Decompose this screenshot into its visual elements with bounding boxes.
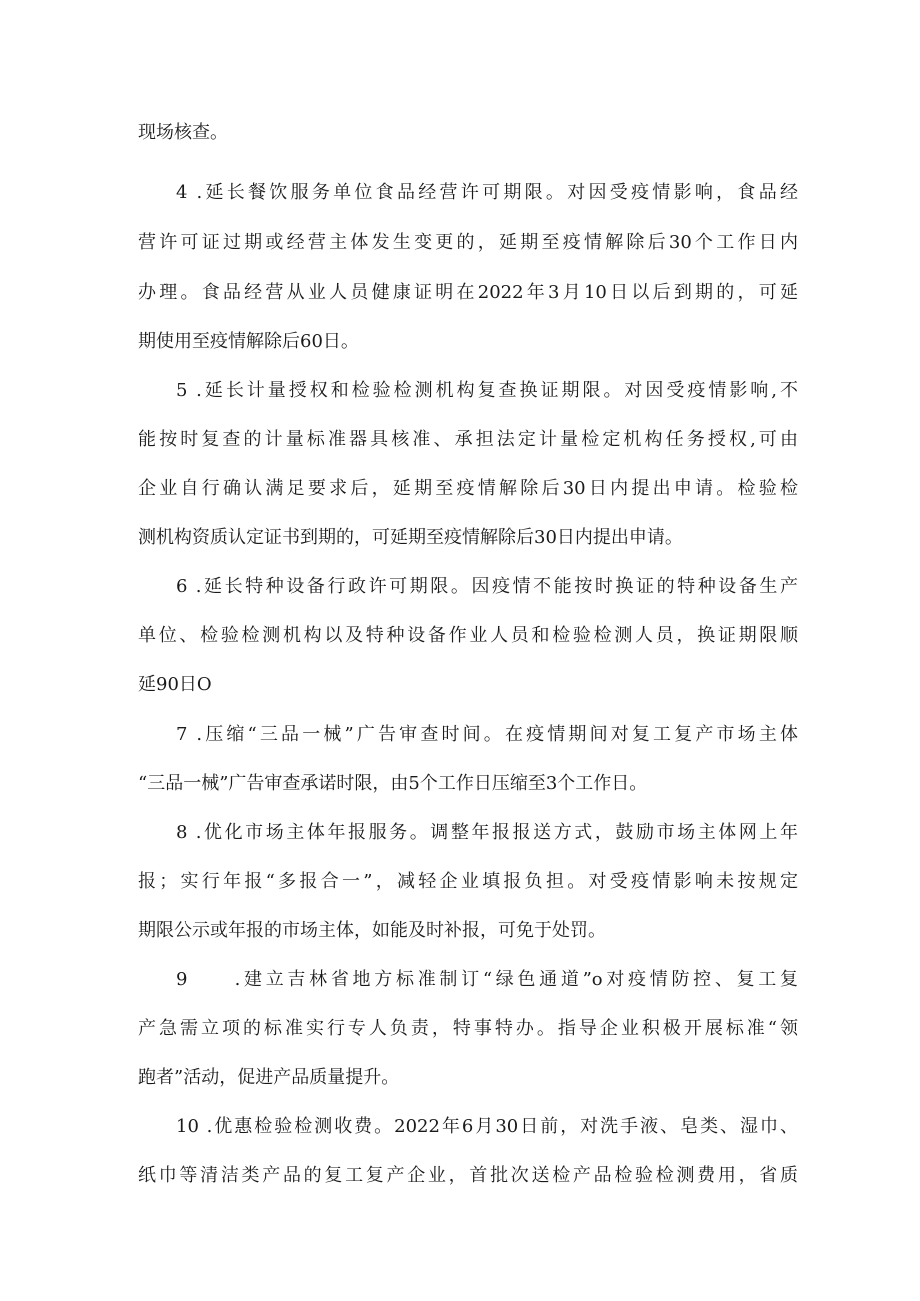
text-line: 6 .延长特种设备行政许可期限。因疫情不能按时换证的特种设备生产	[176, 576, 798, 597]
text-line: 报；实行年报“多报合一”，减轻企业填报负担。对受疫情影响未按规定	[138, 871, 798, 892]
text-line: 4 .延长餐饮服务单位食品经营许可期限。对因受疫情影响，食品经	[176, 182, 798, 203]
text-line: 7 .压缩“三品一械”广告审查时间。在疫情期间对复工复产市场主体	[176, 724, 798, 745]
text-line: 能按时复查的计量标准器具核准、承担法定计量检定机构任务授权,可由	[138, 429, 798, 450]
text-line: 办理。食品经营从业人员健康证明在2022年3月10日以后到期的，可延	[138, 282, 798, 303]
text-line: 现场核查。	[138, 122, 228, 143]
text-line: “三品一械”广告审查承诺时限，由5个工作日压缩至3个工作日。	[138, 773, 648, 794]
text-line: 跑者”活动，促进产品质量提升。	[138, 1067, 400, 1088]
text-line: 期限公示或年报的市场主体，如能及时补报，可免于处罚。	[138, 920, 606, 941]
text-line: 期使用至疫情解除后60日。	[138, 331, 359, 352]
text-line: 单位、检验检测机构以及特种设备作业人员和检验检测人员，换证期限顺	[138, 625, 798, 646]
text-line: 企业自行确认满足要求后，延期至疫情解除后30日内提出申请。检验检	[138, 478, 798, 499]
text-line: 产急需立项的标准实行专人负责，特事特办。指导企业积极开展标准“领	[138, 1018, 798, 1039]
text-line: 测机构资质认定证书到期的，可延期至疫情解除后30日内提出申请。	[138, 527, 683, 548]
text-line: 延90日O	[138, 674, 212, 695]
text-line: 9 .建立吉林省地方标准制订“绿色通道”o对疫情防控、复工复	[176, 969, 798, 990]
text-line: 8 .优化市场主体年报服务。调整年报报送方式，鼓励市场主体网上年	[176, 822, 798, 843]
text-line: 10 .优惠检验检测收费。2022年6月30日前，对洗手液、皂类、湿巾、	[176, 1116, 798, 1137]
text-line: 5 .延长计量授权和检验检测机构复查换证期限。对因受疫情影响,不	[176, 380, 798, 401]
text-line: 纸巾等清洁类产品的复工复产企业，首批次送检产品检验检测费用，省质	[138, 1165, 798, 1186]
text-line: 营许可证过期或经营主体发生变更的，延期至疫情解除后30个工作日内	[138, 232, 798, 253]
